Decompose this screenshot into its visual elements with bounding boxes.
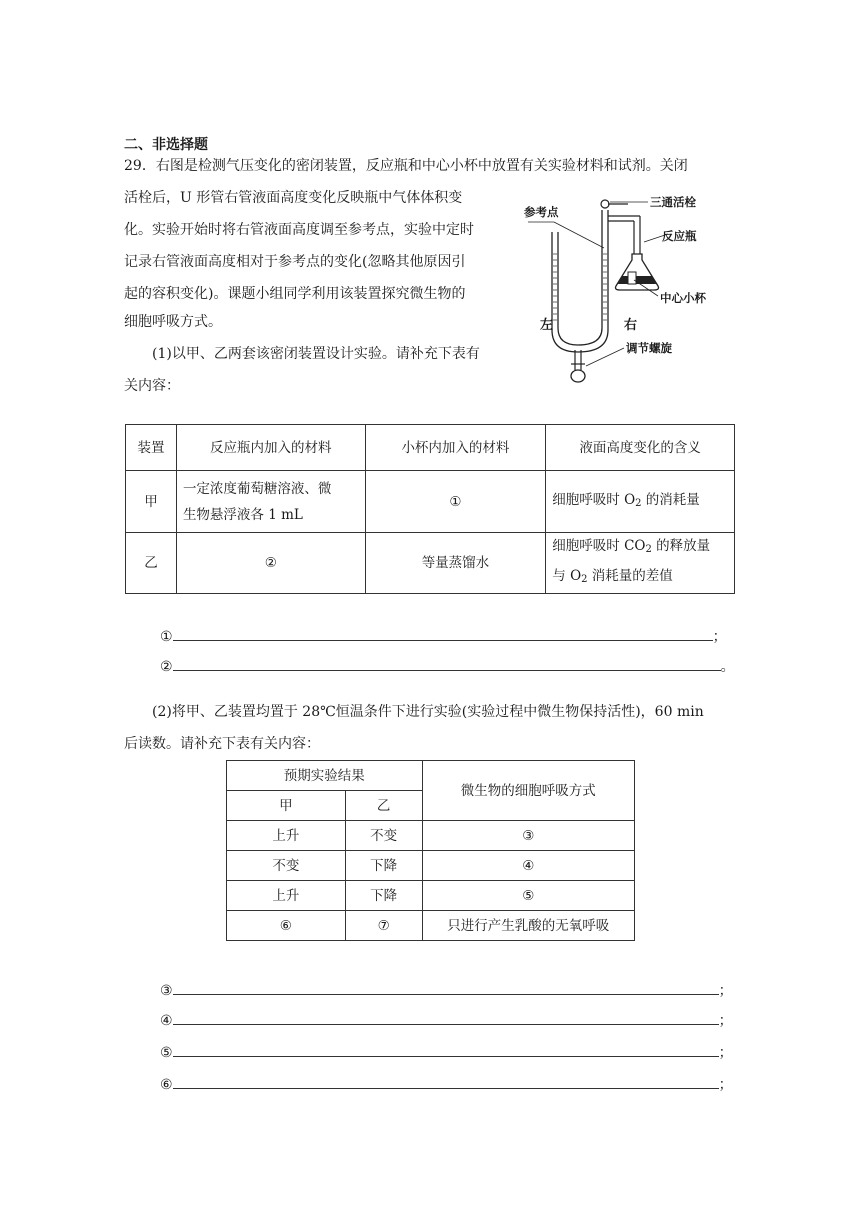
label-right: 右 — [624, 318, 638, 333]
part1-line-2: 关内容： — [124, 378, 180, 394]
cell-yi: 下降 — [345, 851, 422, 881]
cell-yi: 下降 — [345, 881, 422, 911]
table-row — [227, 881, 635, 911]
cell-text: 与 O — [552, 568, 582, 584]
blank-number: ⑥ — [160, 1077, 173, 1093]
blank-end: 。 — [720, 659, 735, 675]
blank-number: ② — [160, 659, 173, 675]
cell-device: 乙 — [126, 533, 177, 594]
header-respiration-mode: 微生物的细胞呼吸方式 — [422, 761, 634, 821]
cell-mode: ③ — [422, 821, 634, 851]
label-left: 左 — [540, 318, 554, 333]
table-2 — [226, 760, 635, 941]
cell-jia: 上升 — [227, 821, 346, 851]
answer-blank-6[interactable] — [160, 1074, 733, 1094]
table-1 — [125, 424, 735, 594]
answer-line[interactable] — [173, 626, 713, 641]
part2-line-1: (2)将甲、乙装置均置于 28℃恒温条件下进行实验(实验过程中微生物保持活性)，60 min — [152, 704, 704, 720]
cell-mode: 只进行产生乳酸的无氧呼吸 — [422, 911, 634, 941]
table-row — [227, 851, 635, 881]
header-meaning: 液面高度变化的含义 — [546, 425, 735, 471]
cell-text: 细胞呼吸时 CO — [552, 538, 646, 554]
cell-text: 生物悬浮液各 1 mL — [182, 506, 303, 523]
subscript: 2 — [635, 497, 642, 509]
table-row — [227, 911, 635, 941]
q29-line-2: 活栓后，U 形管右管液面高度变化反映瓶中气体体积变 — [124, 190, 463, 206]
answer-line[interactable] — [173, 1010, 719, 1025]
answer-line[interactable] — [173, 980, 719, 995]
answer-line[interactable] — [173, 1074, 719, 1089]
blank-end: ； — [718, 1077, 733, 1093]
cell-yi: ⑦ — [345, 911, 422, 941]
cell-meaning — [546, 533, 735, 594]
header-yi: 乙 — [345, 791, 422, 821]
cell-device: 甲 — [126, 471, 177, 533]
cell-jia: 上升 — [227, 881, 346, 911]
answer-blank-2[interactable] — [160, 656, 735, 676]
label-three-way-stopcock: 三通活栓 — [650, 195, 696, 209]
section-title: 二、非选择题 — [124, 137, 208, 153]
cell-cup-material: 等量蒸馏水 — [365, 533, 546, 594]
answer-blank-3[interactable] — [160, 980, 733, 1000]
label-adjust-screw: 调节螺旋 — [626, 341, 672, 355]
cell-text — [552, 563, 728, 593]
part2-line-2: 后读数。请补充下表有关内容： — [124, 736, 320, 752]
apparatus-figure — [524, 190, 728, 390]
label-reference-point: 参考点 — [524, 205, 559, 219]
table-row — [126, 471, 735, 533]
q29-line-1: 29．右图是检测气压变化的密闭装置，反应瓶和中心小杯中放置有关实验材料和试剂。关闭 — [124, 158, 688, 174]
q29-line-4: 记录右管液面高度相对于参考点的变化(忽略其他原因引 — [124, 254, 466, 270]
cell-flask-material: ② — [176, 533, 365, 594]
header-cup-material: 小杯内加入的材料 — [365, 425, 546, 471]
q29-line-5: 起的容积变化)。课题小组同学利用该装置探究微生物的 — [124, 286, 466, 302]
table-row — [126, 425, 735, 471]
blank-end: ； — [712, 629, 727, 645]
cell-text — [552, 533, 728, 563]
blank-end: ； — [718, 1045, 733, 1061]
blank-end: ； — [718, 1013, 733, 1029]
cell-mode: ⑤ — [422, 881, 634, 911]
cell-text: 消耗量的差值 — [587, 568, 673, 584]
blank-end: ； — [718, 983, 733, 999]
cell-text: 的释放量 — [651, 538, 711, 554]
table-row — [227, 821, 635, 851]
table-row — [227, 761, 635, 791]
cell-yi: 不变 — [345, 821, 422, 851]
cell-text: 一定浓度葡萄糖溶液、微 — [182, 480, 332, 497]
cell-jia: 不变 — [227, 851, 346, 881]
header-device: 装置 — [126, 425, 177, 471]
subscript: 2 — [581, 574, 588, 585]
q29-line-3: 化。实验开始时将右管液面高度调至参考点，实验中定时 — [124, 222, 474, 238]
answer-blank-1[interactable] — [160, 626, 727, 646]
blank-number: ① — [160, 629, 173, 645]
label-reaction-flask: 反应瓶 — [662, 229, 697, 243]
blank-number: ③ — [160, 983, 173, 999]
cell-jia: ⑥ — [227, 911, 346, 941]
answer-line[interactable] — [173, 1042, 719, 1057]
label-center-cup: 中心小杯 — [660, 291, 706, 305]
answer-blank-4[interactable] — [160, 1010, 733, 1030]
header-flask-material: 反应瓶内加入的材料 — [176, 425, 365, 471]
cell-meaning — [546, 471, 735, 533]
cell-text: 的消耗量 — [641, 491, 700, 508]
blank-number: ④ — [160, 1013, 173, 1029]
cell-cup-material: ① — [365, 471, 546, 533]
cell-text: 细胞呼吸时 O — [552, 491, 636, 508]
part1-line-1: (1)以甲、乙两套该密闭装置设计实验。请补充下表有 — [152, 346, 480, 362]
answer-blank-5[interactable] — [160, 1042, 733, 1062]
cell-mode: ④ — [422, 851, 634, 881]
q29-line-6: 细胞呼吸方式。 — [124, 314, 222, 330]
cell-flask-material — [176, 471, 365, 533]
table-row — [126, 533, 735, 594]
header-jia: 甲 — [227, 791, 346, 821]
blank-number: ⑤ — [160, 1045, 173, 1061]
answer-line[interactable] — [173, 656, 721, 671]
subscript: 2 — [645, 544, 652, 555]
header-expected-results: 预期实验结果 — [227, 761, 423, 791]
